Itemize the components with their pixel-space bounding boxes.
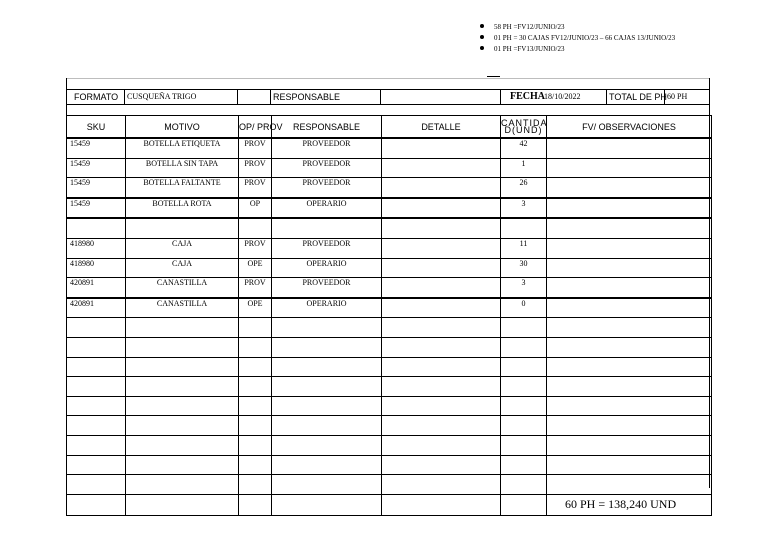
cell-sku[interactable] [67,435,126,455]
cell-detalle[interactable] [382,435,501,455]
cell-cantidad[interactable] [501,494,547,515]
table-body [67,138,712,515]
inventory-table [66,115,712,516]
note-text: 01 PH =FV13/JUNIO/23 [494,45,565,53]
cell-detalle[interactable] [382,318,501,338]
cell-motivo[interactable] [126,416,239,436]
cell-motivo[interactable]: CANASTILLA [126,278,239,298]
cell-motivo[interactable]: BOTELLA FALTANTE [126,178,239,198]
cell-cantidad[interactable]: 0 [501,298,547,318]
table-row [67,455,712,475]
total-label: TOTAL DE PH [609,92,667,102]
cell-op-prov[interactable] [239,357,272,377]
table-row [67,178,712,198]
cell-motivo[interactable] [126,357,239,377]
bullet-icon [480,35,484,39]
cell-detalle[interactable] [382,337,501,357]
cell-motivo[interactable] [126,494,239,515]
divider [380,90,381,104]
cell-motivo[interactable] [126,218,239,238]
cell-motivo[interactable]: BOTELLA ROTA [126,198,239,219]
dash-mark [487,76,500,77]
cell-responsable[interactable] [272,357,382,377]
cell-detalle[interactable] [382,396,501,416]
cell-op-prov[interactable] [239,318,272,338]
cell-observaciones[interactable] [547,337,712,357]
table-header [67,116,712,139]
cell-motivo[interactable] [126,455,239,475]
note-text: 01 PH = 30 CAJAS FV12/JUNIO/23 – 66 CAJAS 13/JUNIO/23 [494,34,676,42]
bullet-icon [480,24,484,28]
col-sku: SKU [67,116,126,139]
divider [664,90,665,104]
table-row [67,198,712,219]
cell-sku[interactable] [67,475,126,495]
cell-detalle[interactable] [382,298,501,318]
cell-sku[interactable] [67,218,126,238]
cell-cantidad[interactable] [501,318,547,338]
cell-observaciones[interactable] [547,416,712,436]
cell-cantidad[interactable]: 1 [501,158,547,178]
cell-responsable[interactable] [272,416,382,436]
cell-sku[interactable] [67,455,126,475]
cell-cantidad[interactable] [501,435,547,455]
cell-op-prov[interactable]: PROV [239,278,272,298]
cell-observaciones[interactable] [547,377,712,397]
cell-observaciones[interactable] [547,435,712,455]
cell-observaciones[interactable] [547,357,712,377]
cell-detalle[interactable] [382,357,501,377]
cell-sku[interactable]: 15459 [67,198,126,219]
cell-responsable[interactable] [272,494,382,515]
col-cantidad [501,116,547,139]
cell-motivo[interactable] [126,475,239,495]
col-cantidad-label: CANTIDA D(UND) [501,117,548,135]
cell-detalle[interactable] [382,455,501,475]
fecha-label: FECHA [510,91,545,102]
bullet-icon [480,46,484,50]
note-item [480,44,675,55]
cell-cantidad[interactable]: 11 [501,238,547,258]
cell-detalle[interactable] [382,416,501,436]
table-row [67,377,712,397]
table-row [67,158,712,178]
cell-observaciones[interactable] [547,475,712,495]
cell-op-prov[interactable]: PROV [239,178,272,198]
cell-op-prov[interactable] [239,377,272,397]
cell-motivo[interactable]: BOTELLA SIN TAPA [126,158,239,178]
cell-responsable[interactable] [272,318,382,338]
cell-cantidad[interactable]: 42 [501,138,547,158]
col-motivo: MOTIVO [126,116,239,139]
cell-responsable[interactable]: PROVEEDOR [272,158,382,178]
divider [270,90,271,104]
cell-cantidad[interactable] [501,337,547,357]
cell-responsable[interactable] [272,218,382,238]
cell-op-prov[interactable] [239,218,272,238]
cell-responsable[interactable]: OPERARIO [272,258,382,278]
cell-responsable[interactable] [272,455,382,475]
cell-observaciones[interactable] [547,396,712,416]
table-row [67,337,712,357]
table-row [67,278,712,298]
cell-sku[interactable] [67,494,126,515]
formato-label: FORMATO [74,92,119,102]
cell-detalle[interactable] [382,278,501,298]
cell-sku[interactable]: 15459 [67,158,126,178]
cell-op-prov[interactable] [239,455,272,475]
table-row [67,298,712,318]
cell-detalle[interactable] [382,475,501,495]
divider [237,90,238,104]
cell-cantidad[interactable]: 3 [501,278,547,298]
cell-sku[interactable] [67,337,126,357]
cell-observaciones[interactable] [547,198,712,219]
cell-sku[interactable]: 15459 [67,178,126,198]
table-row [67,138,712,158]
divider [500,90,501,104]
cell-sku[interactable]: 420891 [67,298,126,318]
notes-list [480,22,675,55]
cell-sku[interactable] [67,318,126,338]
cell-sku[interactable] [67,396,126,416]
cell-observaciones[interactable] [547,455,712,475]
cell-cantidad[interactable]: 26 [501,178,547,198]
divider [606,90,607,104]
table-row [67,357,712,377]
cell-sku[interactable]: 418980 [67,258,126,278]
cell-observaciones[interactable] [547,258,712,278]
cell-detalle[interactable] [382,377,501,397]
cell-op-prov[interactable]: PROV [239,158,272,178]
cell-responsable[interactable] [272,377,382,397]
cell-op-prov[interactable] [239,337,272,357]
cell-observaciones[interactable] [547,158,712,178]
table-row [67,416,712,436]
cell-responsable[interactable]: PROVEEDOR [272,138,382,158]
cell-responsable[interactable]: PROVEEDOR [272,278,382,298]
note-item [480,22,675,33]
cell-motivo[interactable] [126,377,239,397]
cell-motivo[interactable]: CANASTILLA [126,298,239,318]
cell-op-prov[interactable]: PROV [239,138,272,158]
cell-motivo[interactable]: CAJA [126,238,239,258]
col-observaciones: FV/ OBSERVACIONES [547,116,712,139]
table-row [67,435,712,455]
total-value[interactable]: 60 PH [667,92,688,101]
col-detalle: DETALLE [382,116,501,139]
cell-cantidad[interactable] [501,396,547,416]
col-responsable: RESPONSABLE [272,116,382,139]
cell-op-prov[interactable] [239,416,272,436]
note-text: 58 PH =FV12/JUNIO/23 [494,23,565,31]
note-item [480,33,675,44]
cell-observaciones[interactable]: 60 PH = 138,240 UND [547,494,712,515]
cell-responsable[interactable]: PROVEEDOR [272,178,382,198]
cell-observaciones[interactable] [547,318,712,338]
cell-responsable[interactable] [272,337,382,357]
cell-cantidad[interactable] [501,455,547,475]
cell-op-prov[interactable]: OP [239,198,272,219]
cell-responsable[interactable]: OPERARIO [272,198,382,219]
cell-cantidad[interactable] [501,475,547,495]
cell-responsable[interactable] [272,396,382,416]
cell-op-prov[interactable] [239,494,272,515]
cell-op-prov[interactable]: OPE [239,298,272,318]
cell-cantidad[interactable] [501,218,547,238]
table-row [67,475,712,495]
cell-responsable[interactable]: PROVEEDOR [272,238,382,258]
cell-op-prov[interactable] [239,396,272,416]
cell-detalle[interactable] [382,238,501,258]
cell-detalle[interactable] [382,218,501,238]
cell-sku[interactable] [67,416,126,436]
cell-op-prov[interactable]: PROV [239,238,272,258]
cell-cantidad[interactable]: 3 [501,198,547,219]
cell-detalle[interactable] [382,158,501,178]
cell-observaciones[interactable] [547,238,712,258]
cell-op-prov[interactable] [239,475,272,495]
cell-sku[interactable]: 420891 [67,278,126,298]
cell-responsable[interactable] [272,475,382,495]
table-row [67,218,712,238]
cell-sku[interactable]: 15459 [67,138,126,158]
table-row [67,396,712,416]
cell-detalle[interactable] [382,494,501,515]
cell-op-prov[interactable]: OPE [239,258,272,278]
cell-observaciones[interactable] [547,138,712,158]
formato-value[interactable]: CUSQUEÑA TRIGO [127,92,197,101]
cell-motivo[interactable] [126,337,239,357]
table-row [67,238,712,258]
table-row [67,494,712,515]
cell-motivo[interactable] [126,318,239,338]
responsable-label: RESPONSABLE [273,92,341,102]
cell-op-prov[interactable] [239,435,272,455]
cell-cantidad[interactable] [501,377,547,397]
cell-motivo[interactable] [126,396,239,416]
fecha-value[interactable]: 18/10/2022 [544,92,581,101]
cell-cantidad[interactable] [501,357,547,377]
cell-sku[interactable] [67,377,126,397]
cell-motivo[interactable] [126,435,239,455]
cell-motivo[interactable]: CAJA [126,258,239,278]
cell-responsable[interactable]: OPERARIO [272,298,382,318]
cell-observaciones[interactable] [547,218,712,238]
cell-detalle[interactable] [382,138,501,158]
col-op-prov: OP/ PROV [239,116,272,139]
cell-observaciones[interactable] [547,278,712,298]
divider [124,90,125,104]
cell-sku[interactable]: 418980 [67,238,126,258]
cell-observaciones[interactable] [547,298,712,318]
cell-cantidad[interactable] [501,416,547,436]
cell-motivo[interactable]: BOTELLA ETIQUETA [126,138,239,158]
cell-responsable[interactable] [272,435,382,455]
cell-detalle[interactable] [382,178,501,198]
cell-sku[interactable] [67,357,126,377]
header-row [66,89,710,105]
table-row [67,258,712,278]
cell-observaciones[interactable] [547,178,712,198]
cell-cantidad[interactable]: 30 [501,258,547,278]
table-row [67,318,712,338]
cell-detalle[interactable] [382,258,501,278]
cell-detalle[interactable] [382,198,501,219]
